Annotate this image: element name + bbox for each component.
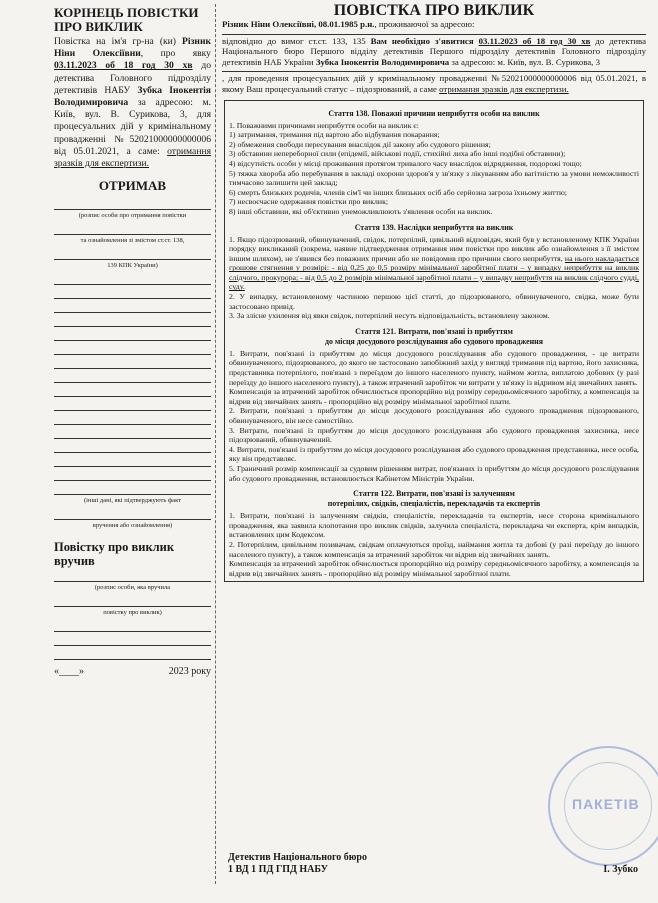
article-138-item: 7) несвоєчасне одержання повістки про виклик; bbox=[229, 197, 389, 207]
stub-caption: 139 КПК України) bbox=[107, 262, 158, 270]
stub-detective: Зубка Інокентія Володимировича bbox=[54, 84, 211, 109]
article-121-item: 4. Витрати, пов'язані із прибуттям до місця досудового розслідування або судового провадження представника, несе особа, яку він представляє. bbox=[229, 444, 639, 464]
article-138-item: 6) смерть близьких родичів, членів сім'ї чи інших близьких осіб або серйозна загроза їхньому життю; bbox=[229, 187, 567, 197]
article-121-subtitle: до місця досудового розслідування або судового провадження bbox=[325, 336, 543, 346]
signature-name: І. Зубко bbox=[603, 864, 638, 875]
article-121-item: 5. Граничний розмір компенсації за судовим рішенням витрат, пов'язаних із прибуттям до місця досудового розслідування або судового провадження, встановлюється Кабінетом Міністрів України. bbox=[229, 463, 639, 483]
stub-p2: , про явку bbox=[140, 48, 211, 60]
address-line bbox=[222, 30, 646, 35]
stub-person-name: Різник Ніни Олексіївни bbox=[54, 36, 212, 60]
stub-caption: (інші дані, які підтверджують факт bbox=[84, 497, 181, 505]
stub-p3: до детектива Головного підрозділу детективів НАБУ bbox=[54, 60, 211, 96]
article-122-subtitle: потерпілих, свідків, спеціалістів, перекладачів та експертів bbox=[327, 499, 541, 509]
article-138-item: 3) обставини непереборної сили (епідемії, військові події, стихійні лиха або інші подібні обставини); bbox=[229, 149, 566, 159]
stub-p4: за адресою: м. Київ, вул. В. Сурикова, 3, для процесуальних дій у кримінальному провадженні №52021000000000006 від 05.01.2021, а саме: bbox=[54, 97, 211, 157]
stub-line bbox=[54, 632, 211, 646]
stub-purpose: отримання зразків для експертизи. bbox=[54, 145, 211, 170]
article-122-list bbox=[229, 511, 639, 578]
article-121-item: Компенсація за втрачений заробіток обчислюється пропорційно від розміру середньомісячного заробітку, а компенсація за відрив від звичайних занять - пропорційно від розміру мінімальної заробітної плати. bbox=[229, 387, 639, 406]
page-title: ПОВІСТКА ПРО ВИКЛИК bbox=[333, 2, 535, 19]
stub-received-heading: ОТРИМАВ bbox=[98, 178, 167, 194]
article-138-item: 1. Поважними причинами неприбуття особи на виклик є: bbox=[229, 120, 419, 130]
stub-line bbox=[54, 327, 211, 341]
stub-line bbox=[54, 481, 211, 495]
stub-p1: Повістка на ім'я гр-на (ки) bbox=[54, 36, 177, 47]
signature-block bbox=[228, 852, 648, 876]
stub-line bbox=[54, 383, 211, 397]
article-139-p3: 3. За злісне ухилення від явки свідок, потерпілий несуть відповідальність, встановлену законом. bbox=[229, 311, 550, 321]
article-139-p2: 2. У випадку, встановленому частиною першою цієї статті, до підозрюваного, обвинуваченого, свідка, може бути застосовано привід. bbox=[229, 292, 639, 311]
summons-paragraph bbox=[222, 36, 646, 68]
stub-line bbox=[54, 271, 211, 285]
address-line bbox=[222, 67, 646, 72]
article-138-item: 1) затримання, тримання під вартою або відбування покарання; bbox=[229, 130, 440, 140]
summons-paragraph-2 bbox=[222, 73, 646, 94]
article-121-item: 3. Витрати, пов'язані із прибуттям до місця досудового розслідування або судового провадження захисника, несе підозрюваний, обвинувачений. bbox=[229, 425, 639, 445]
article-138-item: 2) обмеження свободи пересування внаслідок дії закону або судового рішення; bbox=[229, 139, 491, 149]
article-138-item: 4) відсутність особи у місці проживання протягом тривалого часу внаслідок відрядження, подорожі тощо; bbox=[229, 158, 582, 168]
addressee bbox=[222, 19, 646, 30]
stub-line bbox=[54, 439, 211, 453]
stub-caption: (розпис особи, яка вручила bbox=[94, 584, 171, 592]
purpose: отримання зразків для експертизи. bbox=[439, 83, 569, 94]
article-139-p1 bbox=[229, 235, 639, 293]
stub-caption: та ознайомлення зі змістом ст.ст. 138, bbox=[80, 237, 185, 245]
stub-date-day: «____» bbox=[54, 666, 84, 678]
stub-datetime: 03.11.2023 об 18 год 30 хв bbox=[54, 60, 193, 72]
stub-line bbox=[54, 221, 211, 235]
article-121-item: 1. Витрати, пов'язані із прибуттям до місця досудового розслідування або судового провадження, - це витрати обвинуваченого, підозрюваного, до якого не застосовано запобіжний захід у вигляді тримання під вартою, його захисника, представника потерпілого, пов'язані з переїздом до іншого населеного пункту, наймом житла, виплатою добових (у разі переїзду до іншого населеного пункту), а також втрачений заробіток чи витрати у зв'язку із відривом від звичайних занять. bbox=[229, 348, 639, 387]
stub-line bbox=[54, 506, 211, 520]
addressee-rest: , проживаючої за адресою: bbox=[374, 19, 475, 29]
article-138-item: 5) тяжка хвороба або перебування в закладі охорони здоров'я у зв'язку з лікуванням або вагітністю за умови неможливості тимчасово залишити цей заклад; bbox=[229, 168, 639, 188]
article-122-item: 2. Потерпілим, цивільним позивачам, свідкам оплачуються проїзд, наймання житла та добові (у разі переїзду до іншого населеного пункту), а також компенсація за втрачений заробіток чи відрив від звичайних занять. bbox=[229, 539, 639, 559]
stub-line bbox=[54, 246, 211, 260]
signature-unit: 1 ВД 1 ПД ГПД НАБУ bbox=[228, 864, 328, 875]
p1a: відповідно до вимог ст.ст. 133, 135 bbox=[222, 35, 371, 46]
stub-line bbox=[54, 618, 211, 632]
article-122-item: 1. Витрати, пов'язані із залученням свідків, спеціалістів, перекладачів та експертів, несе сторона кримінального провадження, яка заявила клопотання про виклик свідків, залучила спеціаліста, перекладача чи експерта, крім випадків, встановлених цим Кодексом. bbox=[229, 511, 639, 540]
article-121-title: Стаття 121. Витрати, пов'язані із прибуттям bbox=[355, 326, 513, 336]
stub-line bbox=[54, 646, 211, 660]
law-extract-box bbox=[224, 100, 644, 583]
signature-position: Детектив Національного бюро bbox=[228, 852, 367, 863]
stub-delivered-heading: Повістку про виклик вручив bbox=[54, 540, 175, 569]
stub-line bbox=[54, 411, 211, 425]
stub-line bbox=[54, 397, 211, 411]
detective-name: Зубка Інокентія Володимировича bbox=[315, 56, 450, 67]
stub-line bbox=[54, 341, 211, 355]
stub-column bbox=[54, 4, 216, 884]
stub-line bbox=[54, 196, 211, 210]
stamp-text: ПАКЕТІВ bbox=[572, 796, 640, 812]
article-138-item: 8) інші обставини, які об'єктивно унеможливлюють з'явлення особи на виклик. bbox=[229, 206, 493, 216]
stub-caption: повістку про виклик) bbox=[103, 609, 162, 617]
stub-date-year: 2023 року bbox=[168, 666, 211, 678]
stub-line bbox=[54, 425, 211, 439]
article-138-list bbox=[229, 121, 639, 217]
stub-line bbox=[54, 355, 211, 369]
summons-datetime: 03.11.2023 об 18 год 30 хв bbox=[478, 35, 591, 46]
article-122-title: Стаття 122. Витрати, пов'язані із залученням bbox=[353, 489, 515, 499]
p1f: за адресою: м. Київ, вул. В. Сурикова, 3 bbox=[449, 56, 600, 67]
article-122-item: Компенсація за втрачений заробіток обчислюється пропорційно від розміру середньомісячного заробітку, а компенсація за відрив від звичайних занять - пропорційно від розміру мінімальної заробітної плати. bbox=[229, 559, 639, 578]
p1b: Вам необхідно з'явитися bbox=[370, 35, 474, 46]
stub-line bbox=[54, 568, 211, 582]
stub-line bbox=[54, 313, 211, 327]
stub-line bbox=[54, 285, 211, 299]
stamp bbox=[548, 746, 658, 866]
stub-caption: (розпис особи про отримання повістки bbox=[78, 212, 187, 220]
stub-title: КОРІНЕЦЬ ПОВІСТКИ ПРО ВИКЛИК bbox=[54, 5, 199, 34]
p1d: до детектива Національного бюро Першого відділу детективів Першого підрозділу детективів Головного підрозділу детективів НАБ України bbox=[222, 35, 646, 67]
stub-text bbox=[54, 36, 211, 170]
article-138-title: Стаття 138. Поважні причини неприбуття особи на виклик bbox=[328, 108, 540, 118]
stub-date bbox=[54, 666, 211, 677]
stub-line bbox=[54, 369, 211, 383]
article-139-title: Стаття 139. Наслідки неприбуття на виклик bbox=[354, 222, 514, 232]
stub-line bbox=[54, 593, 211, 607]
a139-p1-text: 1. Якщо підозрюваний, обвинувачений, свідок, потерпілий, цивільний відповідач, який був у встановленому КПК України порядку викликаний (зокрема, наявне підтвердження отримання ним повістки про виклик або ознайомлення з її змістом іншим шляхом), не з'явився без поважних причин або не повідомив про причини свого неприбуття, bbox=[229, 234, 639, 263]
stub-caption: вручення або ознайомлення) bbox=[92, 522, 173, 530]
article-121-list bbox=[229, 349, 639, 483]
stub-line bbox=[54, 467, 211, 481]
addressee-name: Різник Ніни Олексіївні, 08.01.1985 р.н. bbox=[222, 19, 375, 29]
article-121-item: 2. Витрати, пов'язані з прибуттям до місця досудового розслідування або судового провадження підозрюваного, обвинуваченого, він несе самостійно. bbox=[229, 406, 639, 425]
stub-line bbox=[54, 299, 211, 313]
stub-line bbox=[54, 453, 211, 467]
p2: , для проведення процесуальних дій у кримінальному провадженні №52021000000000006 від 05.01.2021, в якому Ваш процесуальний статус – підозрюваний, а саме bbox=[222, 73, 646, 94]
a139-p1-fine: на нього накладається грошове стягнення у розмірі: - від 0,25 до 0,5 розміру мінімальної заробітної плати – у випадку неприбуття на виклик слідчого, прокурора; - від 0,5 до 2 розмірів мінімальної заробітної плати – у випадку неприбуття на виклик слідчого судді, суду. bbox=[229, 253, 639, 292]
